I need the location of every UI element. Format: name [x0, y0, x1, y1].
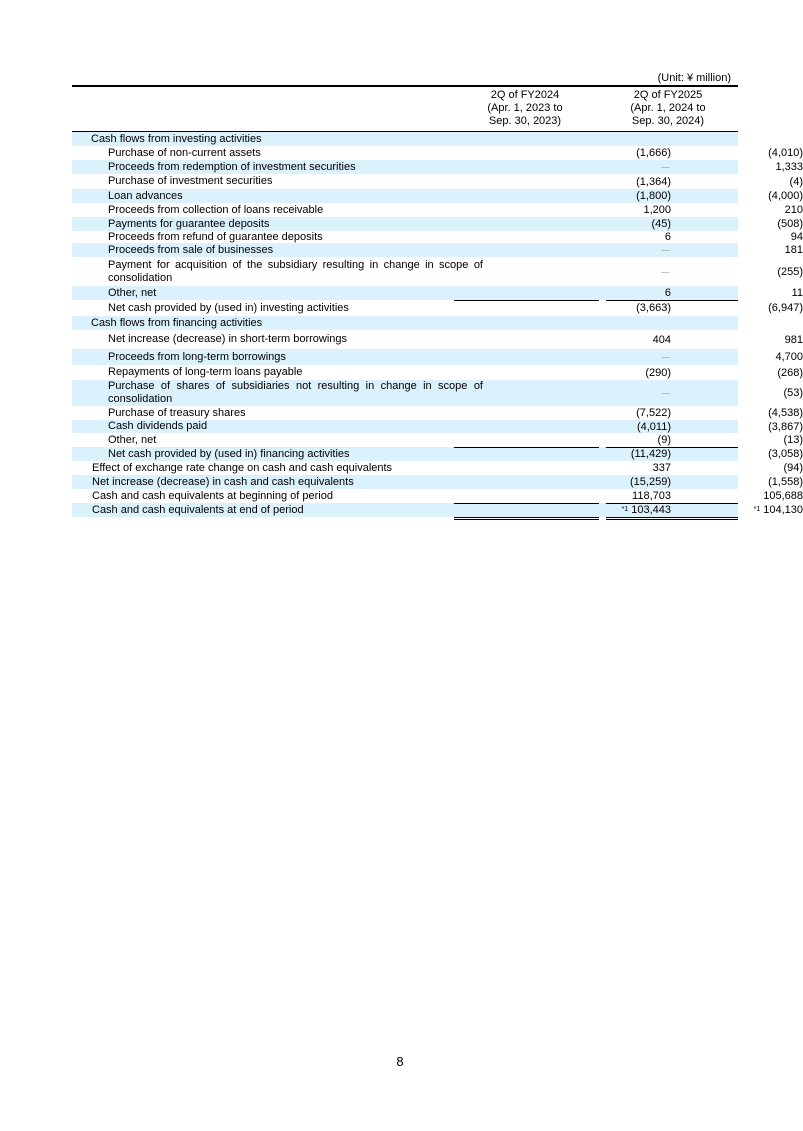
- row-label: Proceeds from sale of businesses: [108, 243, 274, 256]
- value-cell-fy2025: 981: [784, 333, 803, 346]
- row-label: Payment for acquisition of the subsidiary resulting in change in scope of consolidation: [108, 258, 483, 284]
- value-cell-fy2024: (1,364): [636, 175, 671, 188]
- row-label: Net increase (decrease) in cash and cash equivalents: [92, 475, 354, 488]
- value-cell-fy2024: [527, 132, 671, 146]
- value-cell-fy2025: (508): [777, 218, 803, 230]
- table-row: [72, 365, 803, 380]
- value-cell-fy2025: 94: [790, 231, 803, 243]
- value-cell-fy2024: (290): [645, 366, 671, 379]
- row-label: Proceeds from long-term borrowings: [108, 350, 286, 363]
- value-cell-fy2024: (4,011): [636, 420, 671, 433]
- row-label: Net cash provided by (used in) financing activities: [108, 447, 350, 460]
- value-cell-fy2025: (4,538): [768, 407, 803, 419]
- subtotal-rule: [454, 300, 599, 301]
- column-period-start: (Apr. 1, 2023 to: [487, 102, 563, 114]
- table-row: [72, 489, 803, 503]
- table-row: [72, 132, 738, 146]
- value-cell-fy2025: (4): [789, 175, 803, 188]
- table-row: [72, 286, 803, 300]
- row-label: Other, net: [108, 433, 157, 446]
- value-cell-fy2024: (9): [657, 434, 671, 446]
- value-cell-fy2025: 105,688: [763, 490, 803, 502]
- total-double-rule: [606, 517, 738, 520]
- row-label: Purchase of non-current assets: [108, 146, 261, 159]
- table-row: [72, 230, 803, 243]
- row-label: Proceeds from collection of loans receivable: [108, 203, 324, 216]
- value-cell-fy2024: 1,200: [643, 204, 671, 216]
- value-cell-fy2025: (268): [777, 366, 803, 379]
- value-cell-fy2025: 1,333: [775, 161, 803, 173]
- table-row: [72, 433, 803, 447]
- value-cell-fy2025: [677, 503, 803, 517]
- table-row: [72, 203, 803, 217]
- value-cell-fy2024: (1,666): [636, 147, 671, 159]
- row-label: Other, net: [108, 286, 157, 299]
- table-row: [72, 316, 738, 330]
- table-row: [72, 330, 803, 349]
- value-cell-fy2025: (3,058): [768, 448, 803, 460]
- subtotal-rule: [606, 300, 738, 301]
- value-cell-fy2025: (53): [783, 387, 803, 399]
- row-label: Cash flows from financing activities: [91, 316, 263, 329]
- table-row: [72, 406, 803, 420]
- table-row: [72, 420, 803, 433]
- table-row: [72, 174, 803, 189]
- row-label: Proceeds from redemption of investment securities: [108, 160, 356, 173]
- row-label: Purchase of shares of subsidiaries not resulting in change in scope of consolidation: [108, 380, 483, 405]
- cell-value: 104,130: [763, 504, 803, 516]
- column-title: 2Q of FY2024: [490, 89, 560, 101]
- value-cell-fy2025: 181: [784, 244, 803, 256]
- subtotal-rule: [454, 503, 599, 504]
- column-period-start: (Apr. 1, 2024 to: [630, 102, 706, 114]
- table-row: [72, 146, 803, 160]
- value-cell-fy2024: (15,259): [630, 476, 671, 488]
- row-label: Purchase of treasury shares: [108, 406, 246, 419]
- row-label: Proceeds from refund of guarantee deposits: [108, 230, 323, 243]
- value-cell-fy2024: 6: [664, 231, 671, 243]
- row-label: Purchase of investment securities: [108, 175, 273, 187]
- value-cell-fy2025: (94): [783, 462, 803, 474]
- value-cell-fy2024: －: [660, 162, 671, 174]
- row-label: Cash and cash equivalents at beginning of period: [92, 489, 333, 502]
- table-row: [72, 160, 803, 174]
- value-cell-fy2024: (11,429): [630, 448, 671, 460]
- value-cell-fy2025: (1,558): [768, 476, 803, 488]
- footnote-mark: *1: [621, 505, 629, 513]
- table-row: [72, 349, 803, 365]
- subtotal-rule: [606, 503, 738, 504]
- value-cell-fy2025: (4,000): [768, 190, 803, 202]
- cash-flow-table: [72, 132, 803, 517]
- column-header-fy2024: [455, 89, 595, 128]
- column-period-end: Sep. 30, 2023): [488, 115, 562, 127]
- table-row: [72, 300, 803, 316]
- value-cell-fy2025: 11: [791, 287, 803, 299]
- table-row: [72, 461, 803, 475]
- row-label: Net cash provided by (used in) investing activities: [108, 301, 349, 314]
- value-cell-fy2024: －: [660, 245, 671, 257]
- value-cell-fy2024: (7,522): [636, 407, 671, 419]
- column-header-fy2025: [598, 89, 738, 128]
- value-cell-fy2025: 4,700: [775, 351, 803, 363]
- table-row: [72, 447, 803, 461]
- value-cell-fy2024: (3,663): [636, 302, 671, 314]
- row-label: Cash and cash equivalents at end of period: [92, 503, 304, 516]
- table-row: [72, 243, 803, 257]
- row-label: Cash flows from investing activities: [91, 132, 262, 145]
- value-cell-fy2024: 118,703: [632, 490, 671, 502]
- footnote-mark: *1: [753, 505, 761, 513]
- column-title: 2Q of FY2025: [633, 89, 703, 101]
- row-label: Net increase (decrease) in short-term borrowings: [108, 333, 348, 345]
- value-cell-fy2024: －: [660, 388, 671, 400]
- value-cell-fy2024: 337: [652, 462, 671, 474]
- value-cell-fy2025: [677, 316, 803, 330]
- value-cell-fy2024: 6: [664, 287, 671, 299]
- row-label: Effect of exchange rate change on cash and cash equivalents: [92, 461, 393, 474]
- table-row: [72, 257, 803, 286]
- value-cell-fy2024: －: [660, 352, 671, 364]
- value-cell-fy2025: [677, 132, 803, 146]
- table-row: [72, 503, 803, 517]
- value-cell-fy2025: (4,010): [768, 147, 803, 159]
- row-label: Payments for guarantee deposits: [108, 217, 270, 230]
- total-double-rule: [454, 517, 599, 520]
- subtotal-rule: [606, 447, 738, 448]
- value-cell-fy2025: (6,947): [768, 302, 803, 314]
- column-period-end: Sep. 30, 2024): [631, 115, 705, 127]
- cell-value: 103,443: [631, 504, 671, 516]
- subtotal-rule: [454, 447, 599, 448]
- value-cell-fy2024: (45): [651, 218, 671, 230]
- value-cell-fy2024: (1,800): [636, 190, 671, 202]
- value-cell-fy2025: 210: [784, 204, 803, 216]
- unit-label: (Unit: ¥ million): [657, 72, 731, 84]
- table-top-rule: [72, 85, 738, 87]
- value-cell-fy2024: [527, 316, 671, 330]
- row-label: Repayments of long-term loans payable: [108, 366, 303, 378]
- table-row: [72, 189, 803, 203]
- value-cell-fy2024: 404: [652, 333, 671, 346]
- value-cell-fy2025: (13): [783, 434, 803, 446]
- value-cell-fy2024: [527, 503, 671, 517]
- table-row: [72, 217, 803, 231]
- page-number: 8: [396, 1054, 404, 1069]
- value-cell-fy2025: (3,867): [768, 420, 803, 433]
- value-cell-fy2024: －: [660, 266, 671, 279]
- row-label: Loan advances: [108, 189, 183, 202]
- value-cell-fy2025: (255): [777, 265, 803, 278]
- row-label: Cash dividends paid: [108, 420, 208, 432]
- table-row: [72, 380, 803, 406]
- table-row: [72, 475, 803, 489]
